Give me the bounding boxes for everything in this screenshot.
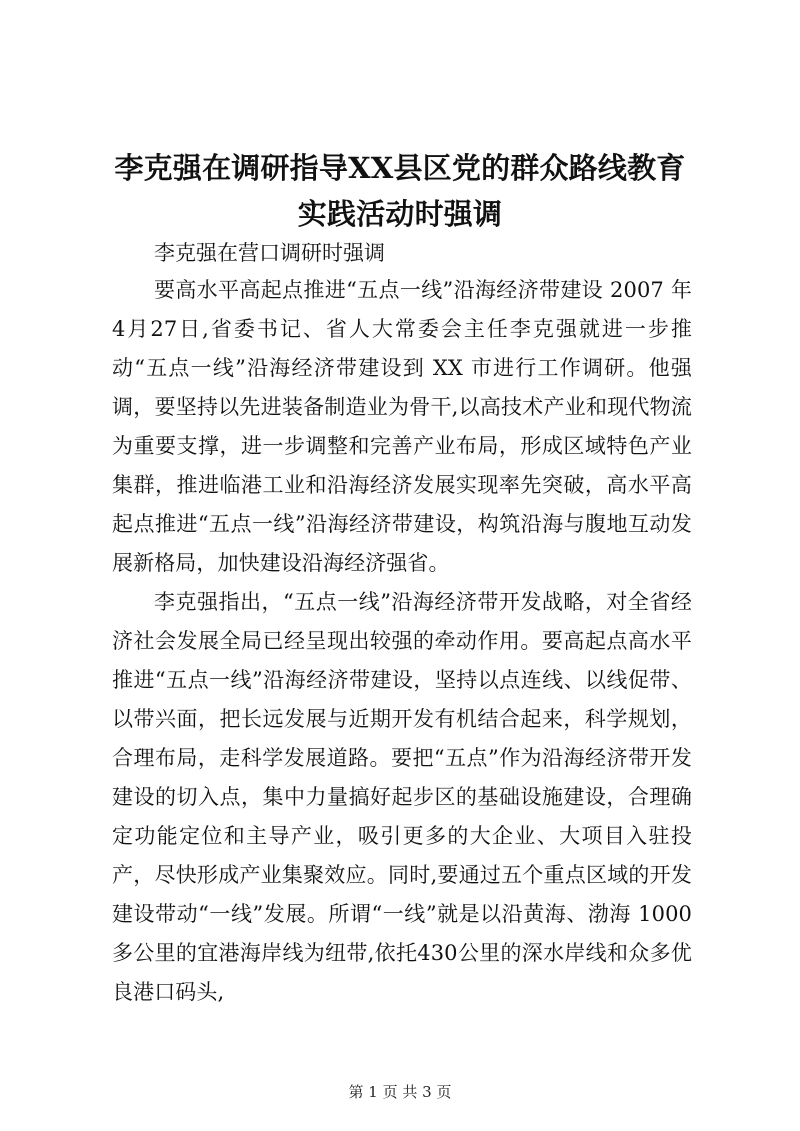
page-footer: 第 1 页 共 3 页 (348, 1083, 452, 1101)
paragraph-1: 要高水平高起点推进“五点一线”沿海经济带建设 2007 年4月27日,省委书记、省人大常委会主任李克强就进一步推动“五点一线”沿海经济带建设到 XX 市进行工作调研。他强调，要坚持以先进装备制造业为骨干,以高技术产业和现代物流为重要支撑，进一步调整和完善产业布局，形成区域特色产业集群，推进临港工业和沿海经济发展实现率先突破，高水平高起点推进“五点一线”沿海经济带建设，构筑沿海与腹地互动发展新格局，加快建设沿海经济强省。 (112, 278, 692, 575)
document-title-line-2: 实践活动时强调 (297, 197, 503, 231)
paragraph-2: 李克强指出，“五点一线”沿海经济带开发战略，对全省经济社会发展全局已经呈现出较强的牵动作用。要高起点高水平推进“五点一线”沿海经济带建设，坚持以点连线、以线促带、以带兴面，把长远发展与近期开发有机结合起来，科学规划，合理布局，走科学发展道路。要把“五点”作为沿海经济带开发建设的切入点，集中力量搞好起步区的基础设施建设，合理确定功能定位和主导产业，吸引更多的大企业、大项目入驻投产，尽快形成产业集聚效应。同时,要通过五个重点区域的开发建设带动“一线”发展。所谓“一线”就是以沿黄海、渤海 1000 多公里的宜港海岸线为纽带,依托430公里的深水岸线和众多优良港口码头, (112, 590, 692, 1004)
document-title-line-1: 李克强在调研指导XX县区党的群众路线教育 (114, 151, 686, 185)
document-subtitle: 李克强在营口调研时强调 (154, 241, 385, 265)
